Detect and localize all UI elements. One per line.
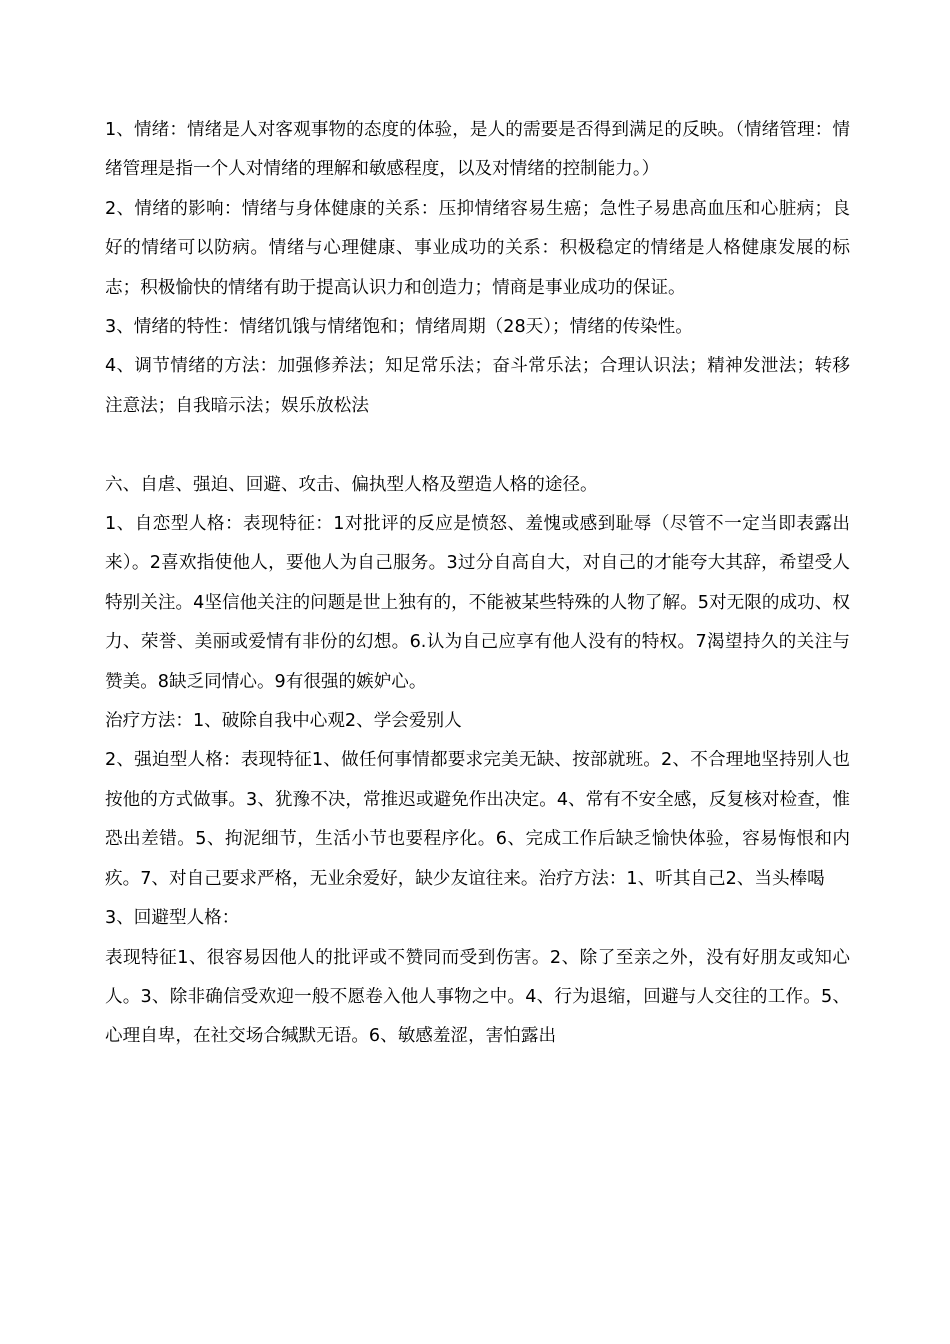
document-body bbox=[105, 111, 850, 1057]
paragraph-narcissistic-personality: 1、自恋型人格：表现特征：1对批评的反应是愤怒、羞愧或感到耻辱（尽管不一定当即表露出来）。2喜欢指使他人，要他人为自己服务。3过分自高自大，对自己的才能夸大其辞，希望受人特别关注。4坚信他关注的问题是世上独有的，不能被某些特殊的人物了解。5对无限的成功、权力、荣誉、美丽或爱情有非份的幻想。6.认为自己应享有他人没有的特权。7渴望持久的关注与赞美。8缺乏同情心。9有很强的嫉妒心。 bbox=[105, 514, 850, 692]
section-heading-personality: 六、自虐、强迫、回避、攻击、偏执型人格及塑造人格的途径。 bbox=[105, 474, 598, 495]
paragraph-spacer bbox=[105, 426, 850, 465]
paragraph-avoidant-heading: 3、回避型人格： bbox=[105, 908, 240, 929]
paragraph-emotion-traits: 3、情绪的特性：情绪饥饿与情绪饱和；情绪周期（28天）；情绪的传染性。 bbox=[105, 317, 693, 338]
paragraph-obsessive-personality: 2、强迫型人格：表现特征1、做任何事情都要求完美无缺、按部就班。2、不合理地坚持别人也按他的方式做事。3、犹豫不决，常推迟或避免作出决定。4、常有不安全感，反复核对检查，惟恐出差错。5、拘泥细节，生活小节也要程序化。6、完成工作后缺乏愉快体验，容易悔恨和内疚。7、对自己要求严格，无业余爱好，缺少友谊往来。治疗方法：1、听其自己2、当头棒喝 bbox=[105, 750, 850, 889]
paragraph-emotion-influence: 2、情绪的影响：情绪与身体健康的关系：压抑情绪容易生癌；急性子易患高血压和心脏病；良好的情绪可以防病。情绪与心理健康、事业成功的关系：积极稳定的情绪是人格健康发展的标志；积极愉快的情绪有助于提高认识力和创造力；情商是事业成功的保证。 bbox=[105, 198, 850, 298]
paragraph-emotion-regulation: 4、调节情绪的方法：加强修养法；知足常乐法；奋斗常乐法；合理认识法；精神发泄法；转移注意法；自我暗示法；娱乐放松法 bbox=[105, 356, 850, 416]
paragraph-emotion-definition: 1、情绪：情绪是人对客观事物的态度的体验，是人的需要是否得到满足的反映。（情绪管理：情绪管理是指一个人对情绪的理解和敏感程度，以及对情绪的控制能力。） bbox=[105, 120, 850, 180]
paragraph-avoidant-traits: 表现特征1、很容易因他人的批评或不赞同而受到伤害。2、除了至亲之外，没有好朋友或知心人。3、除非确信受欢迎一般不愿卷入他人事物之中。4、行为退缩，回避与人交往的工作。5、心理自卑，在社交场合缄默无语。6、敏感羞涩，害怕露出 bbox=[105, 947, 850, 1047]
paragraph-narcissistic-treatment: 治疗方法：1、破除自我中心观2、学会爱别人 bbox=[105, 711, 462, 732]
